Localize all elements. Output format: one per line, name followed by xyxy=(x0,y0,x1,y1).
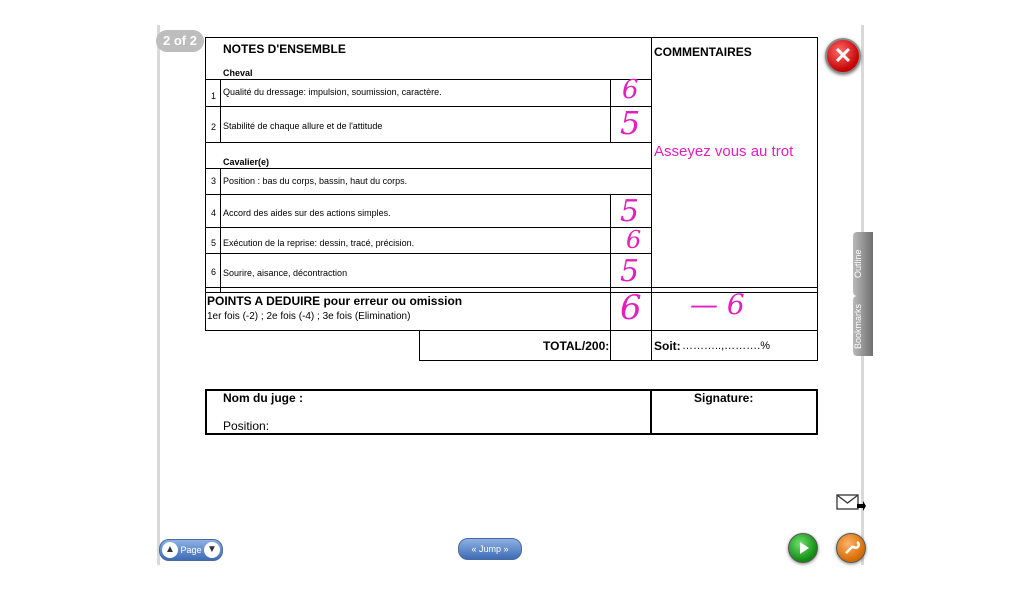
handwritten-deduction: 6 xyxy=(620,288,642,328)
total-label: TOTAL/200: xyxy=(543,339,610,353)
deductions-title: POINTS A DEDUIRE pour erreur ou omission xyxy=(207,294,463,308)
row-number: 2 xyxy=(211,122,217,132)
handwritten-comment: Asseyez vous au trot xyxy=(654,143,794,160)
signature-label: Signature: xyxy=(694,391,754,405)
deductions-details: 1er fois (-2) ; 2e fois (-4) ; 3e fois (Elimination) xyxy=(207,311,411,322)
play-button[interactable] xyxy=(788,533,818,563)
comments-header: COMMENTAIRES xyxy=(654,45,752,59)
page-down-icon[interactable]: ▼ xyxy=(204,542,220,558)
jump-label: Jump xyxy=(478,544,501,554)
judge-name-label: Nom du juge : xyxy=(223,391,303,405)
rider-section-label: Cavalier(e) xyxy=(223,157,270,167)
page-label: Page xyxy=(180,545,202,555)
page-edge-left xyxy=(157,25,160,565)
handwritten-score: 5 xyxy=(620,254,640,289)
handwritten-score: 6 xyxy=(622,75,639,105)
jump-back-icon: « xyxy=(471,544,477,554)
notes-title: NOTES D'ENSEMBLE xyxy=(223,42,346,56)
row-number: 4 xyxy=(211,208,217,218)
settings-button[interactable] xyxy=(836,533,866,563)
row-label: Exécution de la reprise: dessin, tracé, précision. xyxy=(223,238,415,248)
total-cell[interactable] xyxy=(610,330,652,361)
judge-position-label: Position: xyxy=(223,419,270,433)
wrench-icon xyxy=(837,534,865,562)
handwritten-score: 5 xyxy=(620,194,640,229)
tab-outline[interactable]: Outline xyxy=(853,232,873,296)
row-number: 3 xyxy=(211,176,217,186)
row-number: 5 xyxy=(211,238,217,248)
page-up-icon[interactable]: ▲ xyxy=(162,542,178,558)
page-navigator[interactable] xyxy=(159,539,223,559)
handwritten-score: 5 xyxy=(620,104,641,142)
horse-section-label: Cheval xyxy=(223,68,253,78)
soit-value: ………..,……….% xyxy=(682,340,771,352)
soit-label: Soit: xyxy=(654,339,681,353)
page-indicator-badge: 2 of 2 xyxy=(156,30,204,52)
email-icon[interactable] xyxy=(836,493,866,513)
row-number: 1 xyxy=(211,91,217,101)
row-label: Stabilité de chaque allure et de l'attitude xyxy=(223,121,383,131)
row-label: Qualité du dressage: impulsion, soumission, caractère. xyxy=(223,87,442,97)
row-label: Position : bas du corps, bassin, haut du corps. xyxy=(223,176,408,186)
handwritten-deduction-comment: — 6 xyxy=(690,288,745,321)
jump-forward-icon: » xyxy=(503,544,509,554)
tab-bookmarks[interactable]: Bookmarks xyxy=(853,296,873,356)
play-icon xyxy=(789,534,817,562)
handwritten-score: 6 xyxy=(626,226,642,254)
row-label: Sourire, aisance, décontraction xyxy=(223,268,348,278)
row-number: 6 xyxy=(211,267,217,277)
comments-box xyxy=(651,37,818,293)
jump-button[interactable] xyxy=(458,538,522,560)
row-label: Accord des aides sur des actions simples. xyxy=(223,208,391,218)
close-button[interactable]: ✕ xyxy=(825,38,861,74)
